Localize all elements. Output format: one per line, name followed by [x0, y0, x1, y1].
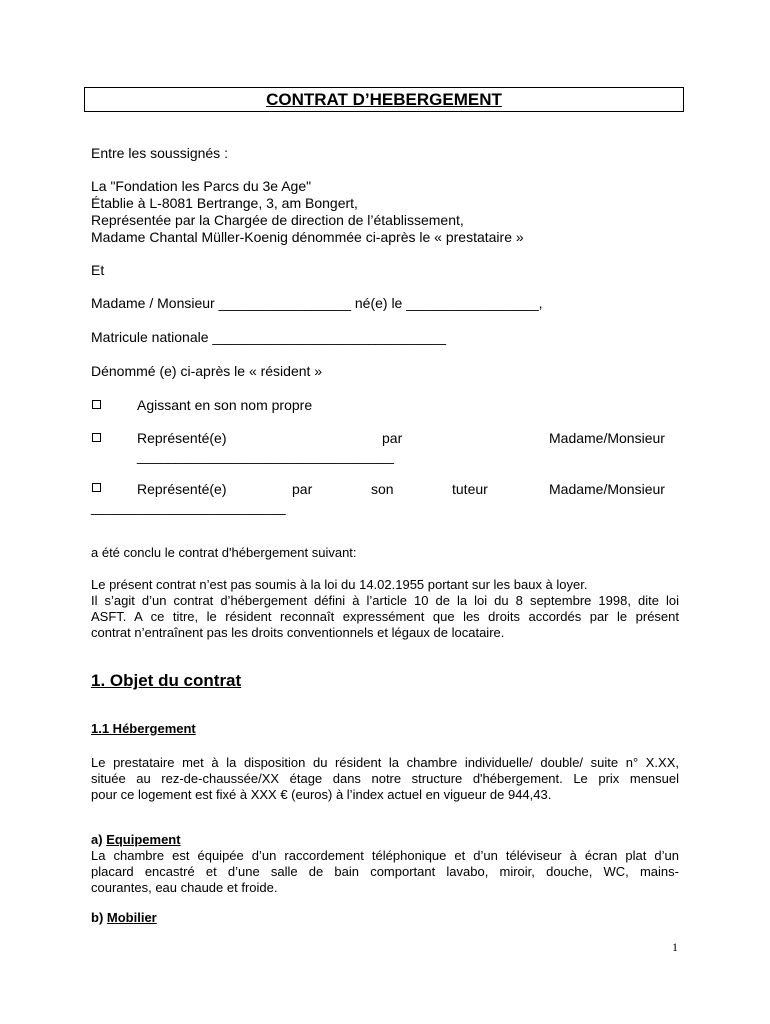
intro-text: Entre les soussignés : [91, 145, 228, 161]
checkbox-own-name[interactable] [92, 400, 101, 409]
rep1-word-3: Madame/Monsieur [549, 430, 665, 446]
rep2-blank: _________________________ [91, 499, 286, 515]
document-title: CONTRAT D’HEBERGEMENT [266, 90, 502, 109]
equipement-prefix: a) [91, 832, 103, 847]
et-text: Et [91, 262, 105, 278]
rep2-word-2: par [292, 481, 313, 497]
mobilier-heading-line [91, 910, 157, 926]
equipement-heading: Equipement [106, 832, 181, 847]
provider-line-1: La "Fondation les Parcs du 3e Age" [91, 178, 312, 194]
born-label: né(e) le [354, 295, 403, 311]
rep2-word-5: Madame/Monsieur [549, 481, 665, 497]
matricule-label: Matricule nationale [91, 329, 209, 345]
mobilier-prefix: b) [91, 910, 104, 925]
equipement-paragraph [91, 848, 679, 896]
section-1-1-heading: 1.1 Hébergement [91, 721, 196, 736]
equipement-line-2: placard encastré et d’une salle de bain comportant lavabo, miroir, douche, WC, mains- [91, 864, 679, 879]
equipement-line-3: courantes, eau chaude et froide. [91, 880, 278, 895]
hebergement-line-1: Le prestataire met à la disposition du résident la chambre individuelle/ double/ suite n° X.XX, [91, 755, 679, 770]
equipement-line-1: La chambre est équipée d’un raccordement téléphonique et d’un téléviseur à écran plat d’un [91, 848, 679, 863]
born-blank: _________________, [406, 295, 543, 311]
rep1-word-1: Représenté(e) [137, 430, 227, 446]
provider-block [91, 178, 524, 246]
hebergement-line-2: située au rez-de-chaussée/XX étage dans notre structure d'hébergement. Le prix mensuel [91, 771, 679, 786]
matricule-line [91, 329, 446, 346]
mobilier-heading: Mobilier [106, 910, 157, 925]
name-label: Madame / Monsieur [91, 295, 215, 311]
law-line-2: Il s’agit d’un contrat d’hébergement défini à l’article 10 de la loi du 8 septembre 1998, dite loi [91, 593, 679, 608]
hebergement-line-3: pour ce logement est fixé à XXX € (euros) à l’index actuel en vigueur de 944,43. [91, 787, 552, 802]
provider-line-4: Madame Chantal Müller-Koenig dénommée ci-après le « prestataire » [91, 229, 524, 245]
law-line-4: contrat n’entraînent pas les droits conventionnels et légaux de locataire. [91, 625, 505, 640]
section-1-heading: 1. Objet du contrat [91, 671, 242, 690]
page-number: 1 [672, 940, 678, 954]
denomme-text: Dénommé (e) ci-après le « résident » [91, 363, 323, 379]
rep2-word-1: Représenté(e) [137, 481, 227, 497]
rep2-word-3: son [371, 481, 394, 497]
checkbox-represented-tutor[interactable] [92, 483, 101, 492]
concluded-text: a été conclu le contrat d'hébergement suivant: [91, 545, 357, 560]
hebergement-paragraph [91, 755, 679, 803]
rep1-blank: _________________________________ [137, 448, 394, 464]
rep1-word-2: par [382, 430, 403, 446]
provider-line-2: Établie à L-8081 Bertrange, 3, am Bongert, [91, 195, 358, 211]
law-line-1: Le présent contrat n’est pas soumis à la loi du 14.02.1955 portant sur les baux à loyer. [91, 577, 588, 592]
law-paragraph [91, 577, 679, 641]
checkbox-represented[interactable] [92, 433, 101, 442]
resident-name-line [91, 295, 543, 312]
option-own-name: Agissant en son nom propre [137, 397, 313, 413]
title-box [84, 87, 684, 112]
matricule-blank: ______________________________ [212, 329, 446, 345]
name-blank: _________________ [218, 295, 351, 311]
rep2-word-4: tuteur [452, 481, 488, 497]
law-line-3: ASFT. A ce titre, le résident reconnaît expressément que les droits accordés par le présent [91, 609, 679, 624]
provider-line-3: Représentée par la Chargée de direction de l’établissement, [91, 212, 464, 228]
equipement-heading-line [91, 832, 181, 848]
